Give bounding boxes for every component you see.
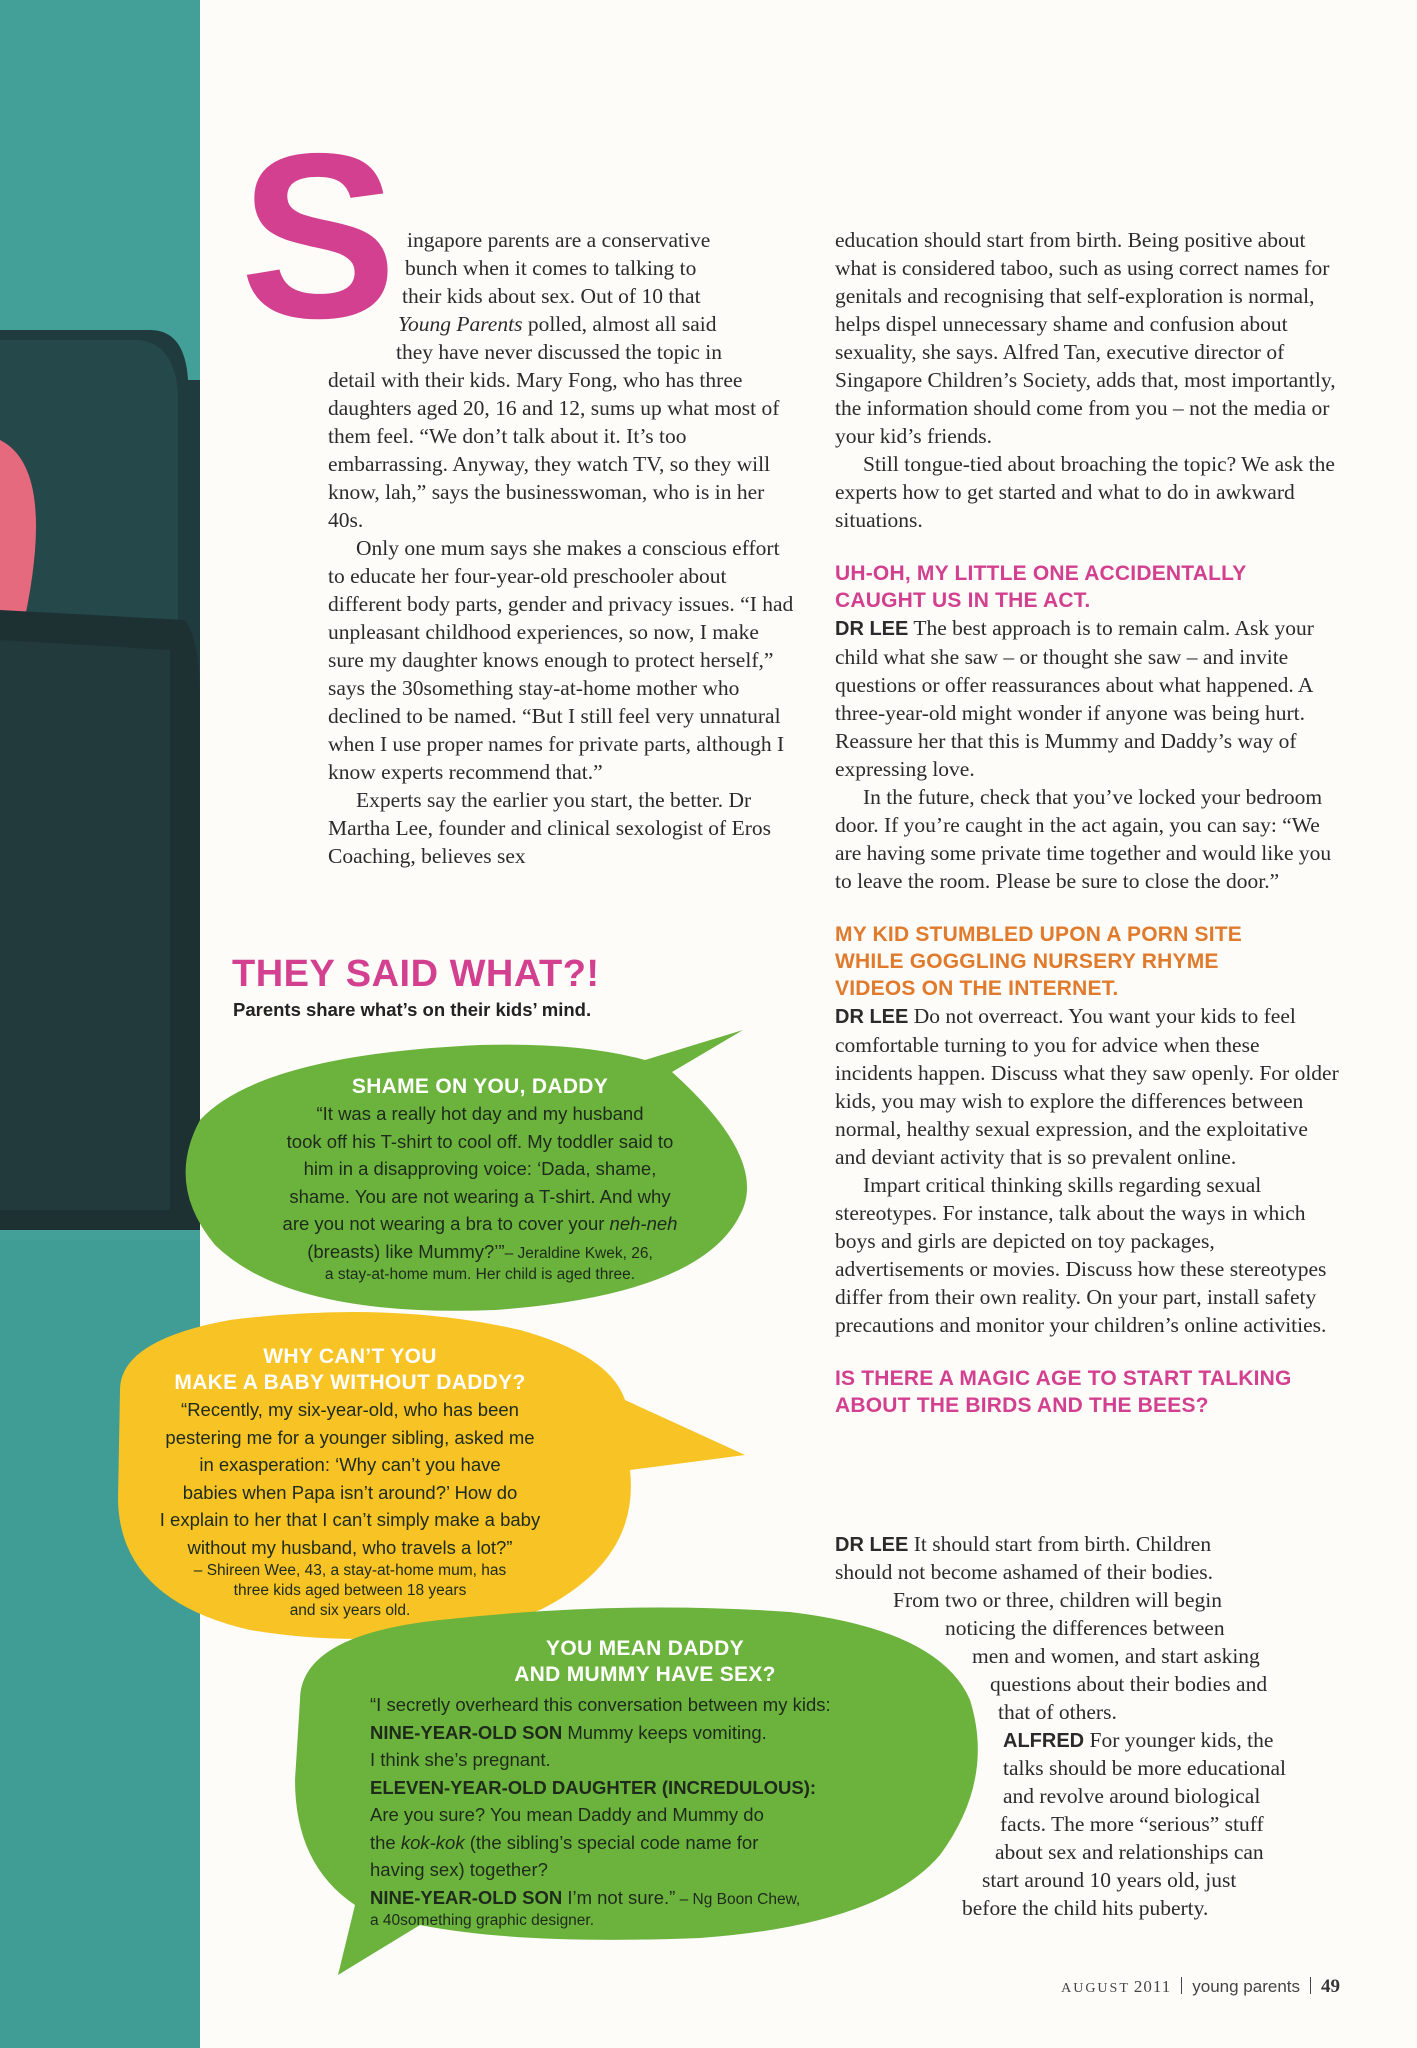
bubble-3-line-7: [370, 1884, 930, 1912]
q3-line-7: that of others.: [998, 1700, 1117, 1724]
bubble-3-line-5a: the: [370, 1831, 401, 1853]
q3-line-4: noticing the differences between: [945, 1616, 1225, 1640]
col2-paragraph-2: Still tongue-tied about broaching the topic? We ask the experts how to get started and what to do in awkward situations.: [835, 452, 1335, 532]
drop-cap: S: [240, 104, 397, 367]
q3-line-5: men and women, and start asking: [972, 1644, 1260, 1668]
bubble-3-line-7-text: I’m not sure.”: [562, 1886, 676, 1908]
bubble-2-credit-3: and six years old.: [289, 1602, 411, 1619]
bubble-3-line-2: [370, 1719, 930, 1747]
bubble-1-neh-neh: neh-neh: [609, 1213, 678, 1234]
bubble-2-line-5: I explain to her that I can’t simply make a baby: [159, 1509, 541, 1530]
intro-line-4-rest: polled, almost all said: [522, 312, 717, 336]
q3-line-2: should not become ashamed of their bodies.: [835, 1560, 1213, 1584]
question-2-answer-2: Impart critical thinking skills regarding sexual stereotypes. For instance, talk about the ways in which boys and girls are depicted on toy packages, advertisements or movies. Discuss how these stereotypes differ from their own reality. On your part, install safety precautions and monitor your children’s online activities.: [835, 1173, 1327, 1337]
question-2-heading: MY KID STUMBLED UPON A PORN SITE WHILE GOGGLING NURSERY RHYME VIDEOS ON THE INTERNET.: [835, 923, 1242, 1000]
bubble-2-title-2: MAKE A BABY WITHOUT DADDY?: [174, 1371, 526, 1394]
q2-text: Do not overreact. You want your kids to feel comfortable turning to you for advice when these incidents happen. Discuss what they saw openly. For older kids, you may wish to explore the differences between normal, healthy sexual expression, and the exploitative and deviant activity that is so prevalent online.: [835, 1004, 1339, 1169]
q3-lead-dr-lee: DR LEE: [835, 1534, 909, 1556]
bubble-1-line-6a: (breasts) like Mummy?’”: [307, 1240, 505, 1262]
q3-alfred-line-6: start around 10 years old, just: [982, 1868, 1237, 1892]
q3-alfred-line-7: before the child hits puberty.: [962, 1896, 1209, 1920]
q3-alfred-line-3: and revolve around biological: [1003, 1784, 1261, 1808]
intro-line-5: they have never discussed the topic in: [396, 340, 722, 364]
sidebar-subtitle: Parents share what’s on their kids’ mind.: [233, 999, 592, 1020]
bubble-1-line-3: him in a disapproving voice: ‘Dada, shame,: [303, 1158, 657, 1179]
magazine-name: Young Parents: [398, 312, 523, 336]
bubble-1-line-1: “It was a really hot day and my husband: [316, 1103, 644, 1124]
bubble-3-title-1: YOU MEAN DADDY: [546, 1637, 744, 1660]
footer-magazine: young parents: [1192, 1977, 1300, 1996]
q2-lead: DR LEE: [835, 1006, 909, 1028]
bubble-3-credit-1: – Ng Boon Chew,: [675, 1890, 801, 1908]
page-number: 49: [1321, 1976, 1340, 1997]
q3-alfred-line-5: about sex and relationships can: [995, 1840, 1264, 1864]
speaker-son-1: NINE-YEAR-OLD SON: [370, 1721, 563, 1743]
intro-line-3: their kids about sex. Out of 10 that: [402, 284, 701, 308]
col1-paragraph-1: detail with their kids. Mary Fong, who has three daughters aged 20, 16 and 12, sums up what most of them feel. “We don’t talk about it. It’s too embarrassing. Anyway, they watch TV, so they will know, lah,” says the businesswoman, who is in her 40s.: [328, 368, 780, 532]
bubble-3-line-1: “I secretly overheard this conversation between my kids:: [370, 1694, 831, 1715]
footer-year: 2011: [1133, 1977, 1172, 1996]
bubble-1-line-5a: are you not wearing a bra to cover your: [282, 1213, 610, 1234]
col1-paragraph-3: Experts say the earlier you start, the better. Dr Martha Lee, founder and clinical sexologist of Eros Coaching, believes sex: [328, 788, 771, 868]
q3-alfred-line-2: talks should be more educational: [1003, 1756, 1287, 1780]
page-footer: [1020, 1976, 1340, 1998]
bubble-3-line-6: having sex) together?: [370, 1859, 548, 1880]
col2-paragraph-1: education should start from birth. Being positive about what is considered taboo, such as using correct names for genitals and recognising that self-exploration is normal, helps dispel unnecessary shame and confusion about sexuality, she says. Alfred Tan, executive director of Singapore Children’s Society, adds that, most importantly, the information should come from you – not the media or your kid’s friends.: [835, 228, 1336, 448]
speaker-son-2: NINE-YEAR-OLD SON: [370, 1886, 563, 1908]
bubble-3-line-4: Are you sure? You mean Daddy and Mummy do: [370, 1804, 764, 1825]
bubble-1-title: SHAME ON YOU, DADDY: [351, 1075, 609, 1098]
bubble-3-line-3: I think she’s pregnant.: [370, 1749, 551, 1770]
bubble-2-line-3: in exasperation: ‘Why can’t you have: [199, 1454, 501, 1475]
q1-lead: DR LEE: [835, 618, 909, 640]
bubble-3-content: [370, 1691, 930, 1931]
col1-paragraph-2: Only one mum says she makes a conscious effort to educate her four-year-old preschooler about different body parts, gender and privacy issues. “I had unpleasant childhood experiences, so now, I make sure my daughter knows enough to protect herself,” says the 30something stay-at-home mother who declined to be named. “But I still feel very unnatural when I use proper names for private parts, although I know experts recommend that.”: [328, 536, 794, 784]
q3-alfred-text-1: For younger kids, the: [1084, 1728, 1274, 1752]
intro-line-2: bunch when it comes to talking to: [405, 256, 697, 280]
bubble-3-title-block: [430, 1636, 860, 1688]
bubble-2-line-2: pestering me for a younger sibling, asked me: [165, 1426, 535, 1448]
bubble-1-credit-2: a stay-at-home mum. Her child is aged three.: [324, 1266, 636, 1283]
bubble-1-content: [160, 1074, 800, 1285]
footer-month: AUGUST: [1061, 1981, 1130, 1996]
bubble-3-line-5b: (the sibling’s special code name for: [464, 1831, 759, 1853]
bubble-3-line-5: [370, 1829, 930, 1857]
bubble-2-credit-2: three kids aged between 18 years: [233, 1582, 467, 1599]
q3-lead-alfred: ALFRED: [1003, 1730, 1085, 1752]
bubble-2-title-1: WHY CAN’T YOU: [263, 1345, 437, 1368]
speaker-daughter: ELEVEN-YEAR-OLD DAUGHTER (INCREDULOUS):: [370, 1776, 817, 1798]
bubble-3-line-2-text: Mummy keeps vomiting.: [562, 1721, 767, 1743]
q1-text: The best approach is to remain calm. Ask your child what she saw – or thought she saw – and invite questions or offer reassurances about what happened. A three-year-old might wonder if anyone was being hurt. Reassure her that this is Mummy and Daddy’s way of expressing love.: [835, 616, 1314, 781]
q3-line-6: questions about their bodies and: [990, 1672, 1268, 1696]
bubble-2-credit-1: – Shireen Wee, 43, a stay-at-home mum, has: [193, 1562, 507, 1579]
bubble-2-line-4: babies when Papa isn’t around?’ How do: [182, 1481, 518, 1503]
intro-line-1: ingapore parents are a conservative: [407, 228, 711, 252]
question-1-answer-2: In the future, check that you’ve locked your bedroom door. If you’re caught in the act again, you can say: “We are having some private time together and would like you to leave the room. Please be sure to close the door.”: [835, 785, 1332, 893]
bubble-1-line-5: [160, 1210, 800, 1238]
q3-line-3: From two or three, children will begin: [893, 1588, 1222, 1612]
bubble-2-line-1: “Recently, my six-year-old, who has been: [181, 1399, 519, 1420]
question-3-heading: IS THERE A MAGIC AGE TO START TALKING ABOUT THE BIRDS AND THE BEES?: [835, 1367, 1292, 1417]
question-1-heading: UH-OH, MY LITTLE ONE ACCIDENTALLY CAUGHT US IN THE ACT.: [835, 562, 1247, 612]
bubble-3-title-2: AND MUMMY HAVE SEX?: [514, 1663, 776, 1686]
q3-text-1: It should start from birth. Children: [913, 1532, 1212, 1556]
bubble-1-credit-1: – Jeraldine Kwek, 26,: [504, 1244, 653, 1262]
sidebar-title: THEY SAID WHAT?!: [232, 953, 600, 995]
bubble-1-line-2: took off his T-shirt to cool off. My toddler said to: [286, 1130, 674, 1152]
q3-alfred-line-4: facts. The more “serious” stuff: [1000, 1812, 1264, 1836]
footer-divider-2: [1310, 1977, 1311, 1994]
bubble-2-line-6: without my husband, who travels a lot?”: [187, 1536, 513, 1558]
footer-divider-1: [1181, 1977, 1182, 1994]
bubble-3-kok-kok: kok-kok: [400, 1831, 465, 1853]
bubble-2-content: [100, 1344, 600, 1621]
bubble-1-line-4: shame. You are not wearing a T-shirt. And why: [289, 1185, 671, 1207]
bubble-1-line-6: [160, 1238, 800, 1266]
bubble-3-credit-2: a 40something graphic designer.: [370, 1912, 595, 1929]
